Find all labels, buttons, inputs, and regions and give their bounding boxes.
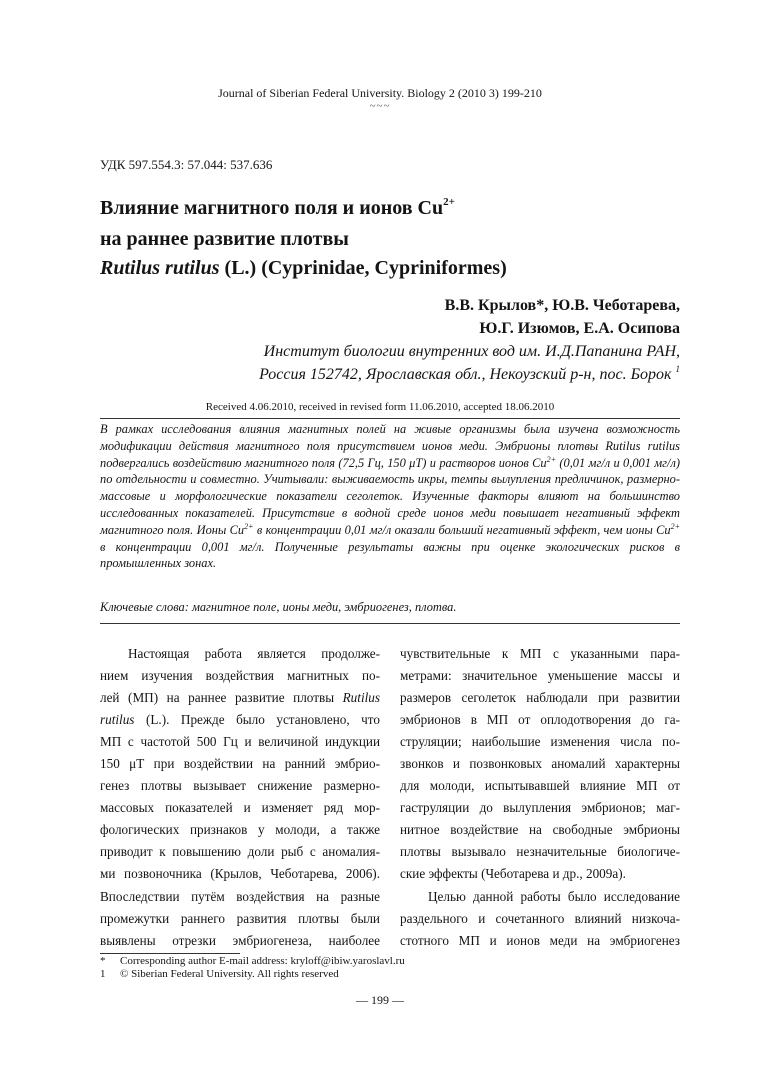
body-text: (L.). Прежде было установлено, что [134,712,380,728]
body-line: раздельного и сочетанного влияний низкоча- [400,910,680,926]
title-line-2: на раннее развитие плотвы [100,228,349,250]
abstract-sup-2: 2+ [244,521,254,531]
body-line: МП с частотой 500 Гц и величиной индукции [100,734,380,750]
footnote-mark: * [100,955,106,967]
body-line: плотвы вызывало незначительные биологиче- [400,844,680,860]
abstract-part-2: (0,01 мг/л и 0,001 мг/л) по отдельности и совместно. Учитывали: выживаемость икры, темпы вылупления предличинок, размерно-массовые и морфологические показатели сеголеток. Изученные факторы влияют на большинство исследованных показателей. Присутствие в водной среде ионов меди повышает негативный эффект магнитного поля. Ионы Cu [100,455,680,537]
body-line: звонков и позвонковых аномалий характерны [400,756,680,772]
abstract-top-rule [100,418,680,419]
species-italic: Rutilus [342,690,380,706]
abstract-part-1: В рамках исследования влияния магнитных полей на живые организмы была изучена возможность модификации действия магнитного поля присутствием ионов меди. Эмбрионы плотвы Rutilus rutilus подвергались воздействию магнитного поля (72,5 Гц, 150 μТ) и растворов ионов Cu [100,422,680,470]
received-dates: Received 4.06.2010, received in revised form 11.06.2010, accepted 18.06.2010 [205,401,555,413]
keywords: Ключевые слова: магнитное поле, ионы меди, эмбриогенез, плотва. [100,600,457,614]
body-line: струляции; наибольшие изменения числа по- [400,734,680,750]
udc-code: УДК 597.554.3: 57.044: 537.636 [100,157,273,172]
body-line: 150 μТ при воздействии на ранний эмбрио- [100,756,380,772]
abstract [100,421,680,572]
body-line [100,687,380,709]
body-line: массовых показателей и изменяет ряд мор- [100,800,380,816]
body-line: приводит к повышению доли рыб с аномалия- [100,844,380,860]
affiliation-footnote-mark: 1 [675,364,680,374]
body-line: нитное воздействие на свободные эмбрионы [400,822,680,838]
footnote-mark: 1 [100,968,106,980]
abstract-part-4: в концентрации 0,001 мг/л. Полученные результаты важны при оценке экологических рисков в промышленных зонах. [100,539,680,571]
abstract-sup-3: 2+ [670,521,680,531]
affiliation-line-1: Институт биологии внутренних вод им. И.Д.Папанина РАН, [263,343,680,360]
affiliation-address: Россия 152742, Ярославская обл., Некоузский р-н, пос. Борок [259,366,672,383]
body-column-left [100,643,380,952]
body-line: чувствительные к МП с указанными пара- [400,646,680,661]
body-line: ми позвоночника (Крылов, Чеботарева, 2006). [100,866,380,882]
body-line: стотного МП и ионов меди на эмбриогенез [400,932,680,948]
footnote-text: © Siberian Federal University. All rights reserved [120,968,339,980]
body-line: промежутки раннего развития плотвы были [100,910,380,926]
title-line-3 [100,257,507,280]
body-line: фологических признаков у молоди, а также [100,822,380,838]
footnote-corresponding-author [100,955,405,967]
body-line: выявлены отрезки эмбриогенеза, наиболее [100,932,380,948]
body-column-right [400,643,680,952]
footnote-copyright [100,968,339,980]
abstract-sup-1: 2+ [546,454,557,464]
body-line: гаструляции до вылупления эмбрионов; маг- [400,800,680,816]
title-species-name: Rutilus rutilus [100,257,220,279]
abstract-bottom-rule [100,623,680,624]
authors-line-2: Ю.Г. Изюмов, Е.А. Осипова [479,320,680,337]
footnote-text: Corresponding author E-mail address: kryloff@ibiw.yaroslavl.ru [120,955,405,967]
affiliation-line-2 [259,364,680,384]
body-line: Настоящая работа является продолже- [128,646,380,661]
body-line: эмбрионов в МП от оплодотворения до га- [400,712,680,728]
body-line [100,709,380,731]
body-line: размеров сеголеток наблюдали при развитии [400,690,680,706]
body-line: генез плотвы вызывает снижение размерно- [100,778,380,794]
body-line: нием изучения воздействия магнитных по- [100,668,380,684]
body-line: ские эффекты (Чеботарева и др., 2009а). [400,866,626,882]
abstract-part-3: в концентрации 0,01 мг/л оказали больший негативный эффект, чем ионы Cu [253,522,671,537]
title-text-1: Влияние магнитного поля и ионов Cu [100,197,444,219]
journal-header: Journal of Siberian Federal University. Biology 2 (2010 3) 199-210 [218,86,542,100]
page-number: — 199 — [356,993,404,1007]
species-italic: rutilus [100,712,135,728]
authors-line-1: В.В. Крылов*, Ю.В. Чеботарева, [444,297,680,314]
footnote-rule [100,953,240,954]
body-line: для молоди, испытывавшей влияние МП от [400,778,680,794]
body-text: лей (МП) на раннее развитие плотвы [100,690,343,706]
body-line: Целью данной работы было исследование [428,888,680,904]
body-line: Впоследствии путём воздействия на разные [100,888,380,904]
title-superscript: 2+ [443,196,455,208]
title-taxonomy: (L.) (Cyprinidae, Cypriniformes) [219,257,507,279]
header-ornament: ~~~ [369,100,391,112]
body-line: метрами: значительное уменьшение массы и [400,668,680,684]
title-line-1 [100,196,455,220]
